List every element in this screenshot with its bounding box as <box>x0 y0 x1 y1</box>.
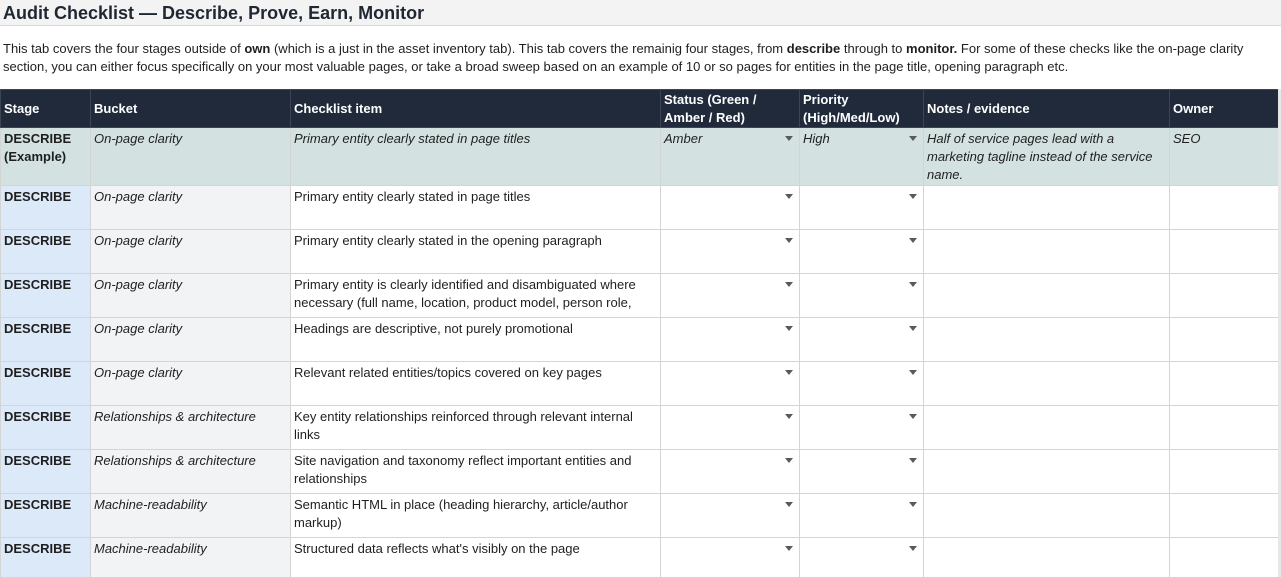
notes-cell[interactable] <box>924 406 1170 450</box>
caret-down-icon[interactable] <box>785 546 793 551</box>
status-dropdown[interactable] <box>661 186 800 230</box>
intro-text: (which is a just in the asset inventory tab). This tab covers the remainig four stages, from <box>270 41 787 56</box>
owner-cell[interactable] <box>1170 362 1279 406</box>
intro-text: This tab covers the four stages outside of <box>3 41 245 56</box>
notes-cell[interactable] <box>924 538 1170 577</box>
caret-down-icon[interactable] <box>785 458 793 463</box>
status-dropdown[interactable] <box>661 318 800 362</box>
intro-text: through to <box>840 41 907 56</box>
bucket-cell[interactable]: On-page clarity <box>91 318 291 362</box>
priority-dropdown[interactable] <box>800 128 924 186</box>
priority-value: High <box>803 131 830 146</box>
bucket-cell[interactable]: On-page clarity <box>91 128 291 186</box>
bucket-cell[interactable]: On-page clarity <box>91 230 291 274</box>
caret-down-icon[interactable] <box>785 326 793 331</box>
owner-cell[interactable] <box>1170 274 1279 318</box>
table-row <box>1 186 1279 230</box>
status-dropdown[interactable] <box>661 362 800 406</box>
stage-cell[interactable]: DESCRIBE <box>1 274 91 318</box>
column-header-bucket[interactable]: Bucket <box>91 90 291 128</box>
owner-cell[interactable] <box>1170 494 1279 538</box>
stage-cell[interactable]: DESCRIBE (Example) <box>1 128 91 186</box>
priority-dropdown[interactable] <box>800 450 924 494</box>
priority-dropdown[interactable] <box>800 494 924 538</box>
checklist-item-text: Semantic HTML in place (heading hierarchy, article/author markup) <box>294 497 628 530</box>
caret-down-icon[interactable] <box>785 414 793 419</box>
stage-cell[interactable]: DESCRIBE <box>1 362 91 406</box>
caret-down-icon[interactable] <box>909 502 917 507</box>
priority-dropdown[interactable] <box>800 274 924 318</box>
table-row <box>1 538 1279 577</box>
caret-down-icon[interactable] <box>785 194 793 199</box>
priority-dropdown[interactable] <box>800 186 924 230</box>
caret-down-icon[interactable] <box>909 326 917 331</box>
stage-cell[interactable]: DESCRIBE <box>1 450 91 494</box>
bucket-cell[interactable]: On-page clarity <box>91 186 291 230</box>
table-row <box>1 406 1279 450</box>
checklist-item-text: Primary entity clearly stated in page titles <box>294 189 531 204</box>
table-row <box>1 450 1279 494</box>
notes-cell[interactable] <box>924 186 1170 230</box>
priority-dropdown[interactable] <box>800 538 924 577</box>
caret-down-icon[interactable] <box>785 370 793 375</box>
caret-down-icon[interactable] <box>785 136 793 141</box>
caret-down-icon[interactable] <box>909 370 917 375</box>
header-row <box>1 90 1279 128</box>
status-dropdown[interactable] <box>661 450 800 494</box>
sheet-title-bar <box>0 0 1281 26</box>
bucket-cell[interactable]: Machine-readability <box>91 494 291 538</box>
checklist-item-text: Structured data reflects what's visibly on the page <box>294 541 580 556</box>
column-header-owner[interactable]: Owner <box>1170 90 1279 128</box>
checklist-item-cell[interactable] <box>291 406 661 450</box>
notes-cell[interactable]: Half of service pages lead with a marketing tagline instead of the service name. <box>924 128 1170 186</box>
table-row <box>1 318 1279 362</box>
stage-cell[interactable]: DESCRIBE <box>1 186 91 230</box>
column-header-status[interactable]: Status (Green / Amber / Red) <box>661 90 800 128</box>
owner-cell[interactable] <box>1170 406 1279 450</box>
owner-cell[interactable] <box>1170 450 1279 494</box>
checklist-item-cell[interactable] <box>291 318 661 362</box>
table-row <box>1 362 1279 406</box>
owner-cell[interactable] <box>1170 538 1279 577</box>
caret-down-icon[interactable] <box>909 238 917 243</box>
status-dropdown[interactable] <box>661 128 800 186</box>
example-row <box>1 128 1279 186</box>
caret-down-icon[interactable] <box>909 546 917 551</box>
intro-bold-own: own <box>244 41 271 56</box>
stage-cell[interactable]: DESCRIBE <box>1 538 91 577</box>
checklist-table <box>0 89 1279 577</box>
caret-down-icon[interactable] <box>909 282 917 287</box>
priority-dropdown[interactable] <box>800 230 924 274</box>
notes-cell[interactable] <box>924 230 1170 274</box>
checklist-item-cell[interactable] <box>291 494 661 538</box>
stage-cell[interactable]: DESCRIBE <box>1 230 91 274</box>
checklist-item-cell[interactable] <box>291 230 661 274</box>
checklist-item-text: Key entity relationships reinforced through relevant internal links <box>294 409 633 442</box>
checklist-item-cell[interactable] <box>291 274 661 318</box>
column-header-priority[interactable]: Priority (High/Med/Low) <box>800 90 924 128</box>
status-dropdown[interactable] <box>661 274 800 318</box>
stage-cell[interactable]: DESCRIBE <box>1 318 91 362</box>
notes-cell[interactable] <box>924 274 1170 318</box>
status-value: Amber <box>664 131 703 146</box>
table-row <box>1 230 1279 274</box>
checklist-item-text: Primary entity clearly stated in the opening paragraph <box>294 233 602 248</box>
owner-cell[interactable] <box>1170 186 1279 230</box>
caret-down-icon[interactable] <box>909 458 917 463</box>
checklist-item-text: Primary entity is clearly identified and disambiguated where necessary (full name, location, product model, person role, <box>294 277 636 310</box>
owner-cell[interactable] <box>1170 230 1279 274</box>
owner-cell[interactable]: SEO <box>1170 128 1279 186</box>
column-header-checklist-item[interactable]: Checklist item <box>291 90 661 128</box>
intro-text: For some of these checks like the on-page clarity section, you can either focus specifically on your most valuable pages, or take a broad sweep based on an example of 10 or so pages for entities in the page title, opening paragraph etc. <box>3 41 1244 74</box>
checklist-item-cell[interactable] <box>291 450 661 494</box>
sheet-title: Audit Checklist — Describe, Prove, Earn, Monitor <box>3 3 425 23</box>
table-row <box>1 494 1279 538</box>
notes-cell[interactable] <box>924 318 1170 362</box>
caret-down-icon[interactable] <box>785 502 793 507</box>
owner-cell[interactable] <box>1170 318 1279 362</box>
checklist-item-text: Site navigation and taxonomy reflect important entities and relationships <box>294 453 632 486</box>
checklist-item-cell[interactable] <box>291 362 661 406</box>
status-dropdown[interactable] <box>661 406 800 450</box>
checklist-item-cell[interactable] <box>291 538 661 577</box>
notes-cell[interactable] <box>924 494 1170 538</box>
priority-dropdown[interactable] <box>800 318 924 362</box>
notes-cell[interactable] <box>924 450 1170 494</box>
bucket-cell[interactable]: Machine-readability <box>91 538 291 577</box>
bucket-cell[interactable]: On-page clarity <box>91 274 291 318</box>
intro-paragraph <box>3 40 1277 76</box>
bucket-cell[interactable]: On-page clarity <box>91 362 291 406</box>
bucket-cell[interactable]: Relationships & architecture <box>91 450 291 494</box>
notes-cell[interactable] <box>924 362 1170 406</box>
intro-bold-monitor: monitor. <box>906 41 958 56</box>
caret-down-icon[interactable] <box>785 238 793 243</box>
priority-dropdown[interactable] <box>800 362 924 406</box>
priority-dropdown[interactable] <box>800 406 924 450</box>
stage-cell[interactable]: DESCRIBE <box>1 494 91 538</box>
status-dropdown[interactable] <box>661 494 800 538</box>
bucket-cell[interactable]: Relationships & architecture <box>91 406 291 450</box>
intro-bold-describe: describe <box>786 41 841 56</box>
caret-down-icon[interactable] <box>785 282 793 287</box>
checklist-rows <box>1 186 1279 577</box>
status-dropdown[interactable] <box>661 538 800 577</box>
caret-down-icon[interactable] <box>909 136 917 141</box>
checklist-item-text: Relevant related entities/topics covered on key pages <box>294 365 602 380</box>
stage-cell[interactable]: DESCRIBE <box>1 406 91 450</box>
checklist-item-cell[interactable]: Primary entity clearly stated in page titles <box>291 128 661 186</box>
column-header-stage[interactable]: Stage <box>1 90 91 128</box>
checklist-item-cell[interactable] <box>291 186 661 230</box>
table-row <box>1 274 1279 318</box>
column-header-notes[interactable]: Notes / evidence <box>924 90 1170 128</box>
caret-down-icon[interactable] <box>909 414 917 419</box>
checklist-item-text: Headings are descriptive, not purely promotional <box>294 321 573 336</box>
status-dropdown[interactable] <box>661 230 800 274</box>
caret-down-icon[interactable] <box>909 194 917 199</box>
